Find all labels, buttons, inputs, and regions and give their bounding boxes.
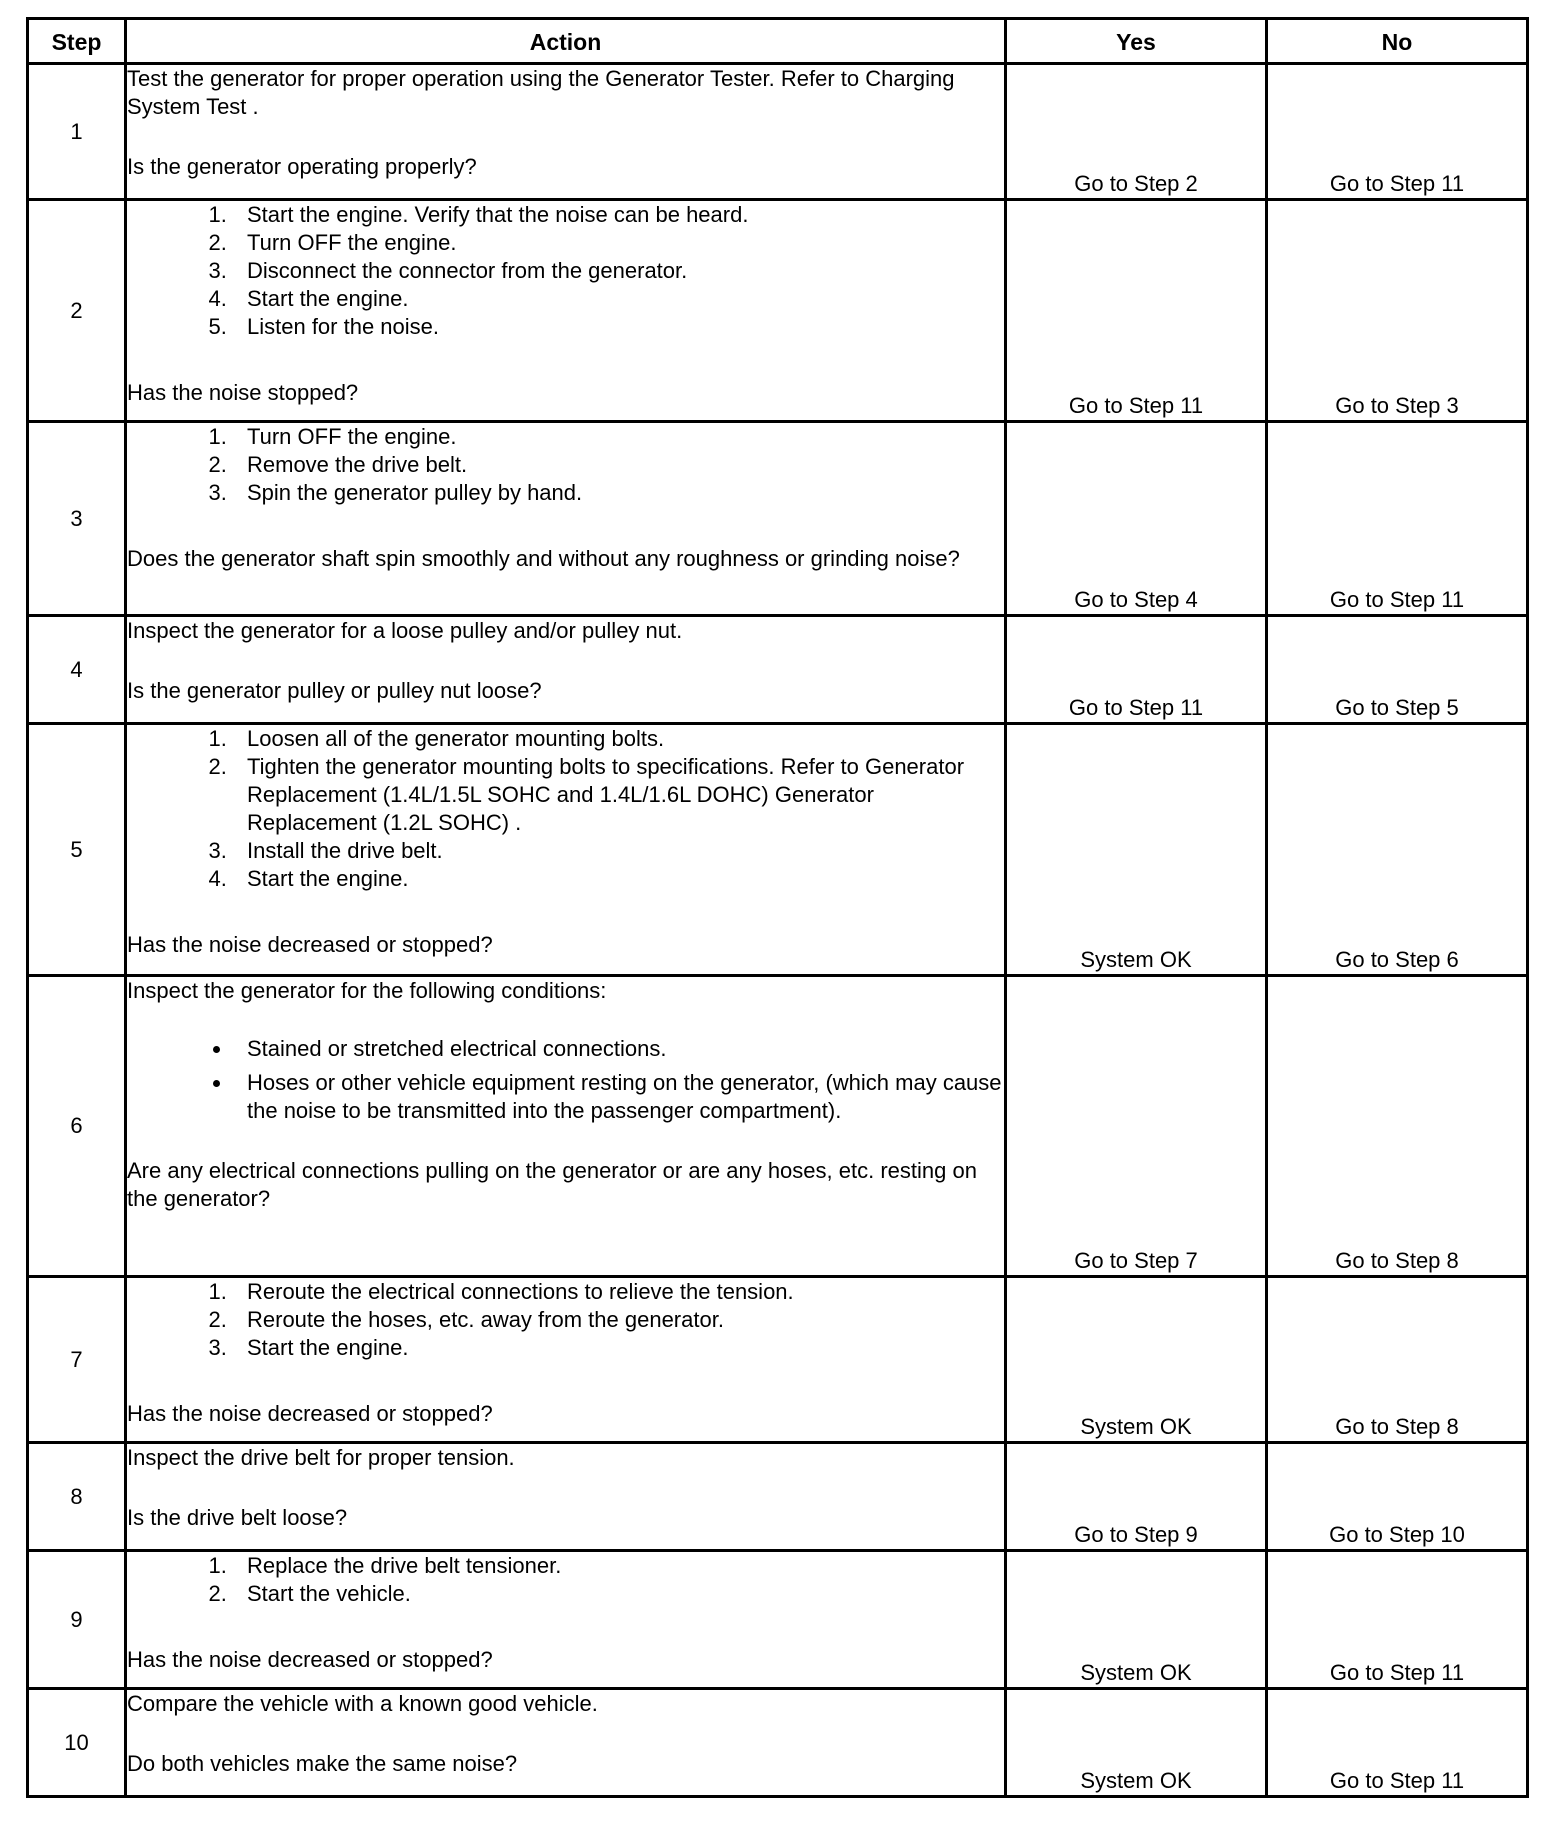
procedure-item: 4. Start the engine. [233,865,1004,893]
no-result: Go to Step 8 [1267,1277,1528,1443]
action-intro: Inspect the drive belt for proper tension. [127,1445,515,1470]
procedure-item: 2. Start the vehicle. [233,1580,1004,1608]
action-intro: Inspect the generator for the following conditions: [127,978,607,1003]
yes-result: Go to Step 9 [1006,1443,1267,1551]
no-result: Go to Step 3 [1267,200,1528,422]
step-number: 2 [28,200,126,422]
action-cell [126,1551,1006,1689]
procedure-item: 2. Remove the drive belt. [233,451,1004,479]
no-result: Go to Step 11 [1267,1551,1528,1689]
yes-result: System OK [1006,1689,1267,1797]
procedure-item: 1. Reroute the electrical connections to relieve the tension. [233,1278,1004,1306]
action-question: Does the generator shaft spin smoothly and without any roughness or grinding noise? [127,546,960,571]
action-cell [126,724,1006,976]
action-question: Is the generator pulley or pulley nut loose? [127,678,542,703]
procedure-list [127,423,1004,507]
header-no: No [1267,19,1528,64]
procedure-list [127,1278,1004,1362]
procedure-item: 3. Start the engine. [233,1334,1004,1362]
procedure-list [127,1552,1004,1608]
procedure-item: 1. Turn OFF the engine. [233,423,1004,451]
yes-result: Go to Step 4 [1006,422,1267,616]
action-cell [126,1689,1006,1797]
procedure-item: 1. Loosen all of the generator mounting bolts. [233,725,1004,753]
yes-result: System OK [1006,724,1267,976]
table-row [28,64,1528,200]
yes-result: Go to Step 2 [1006,64,1267,200]
action-question: Are any electrical connections pulling on the generator or are any hoses, etc. resting on the generator? [127,1158,977,1211]
step-number: 8 [28,1443,126,1551]
action-cell [126,200,1006,422]
procedure-item: 5. Listen for the noise. [233,313,1004,341]
procedure-item: 2. Turn OFF the engine. [233,229,1004,257]
table-row [28,616,1528,724]
no-result: Go to Step 11 [1267,64,1528,200]
table-row [28,1277,1528,1443]
action-question: Has the noise decreased or stopped? [127,932,493,957]
condition-item: • Hoses or other vehicle equipment resting on the generator, (which may cause the noise to be transmitted into the passenger compartment). [233,1069,1004,1125]
action-question: Is the drive belt loose? [127,1505,348,1530]
table-row [28,1689,1528,1797]
condition-item: • Stained or stretched electrical connections. [233,1035,1004,1063]
yes-result: System OK [1006,1277,1267,1443]
step-number: 9 [28,1551,126,1689]
procedure-list [127,201,1004,341]
action-intro: Compare the vehicle with a known good vehicle. [127,1691,598,1716]
table-row [28,200,1528,422]
no-result: Go to Step 11 [1267,1689,1528,1797]
action-intro: Inspect the generator for a loose pulley and/or pulley nut. [127,618,683,643]
no-result: Go to Step 5 [1267,616,1528,724]
procedure-item: 3. Disconnect the connector from the generator. [233,257,1004,285]
procedure-item: 4. Start the engine. [233,285,1004,313]
header-action: Action [126,19,1006,64]
action-question: Has the noise decreased or stopped? [127,1401,493,1426]
no-result: Go to Step 10 [1267,1443,1528,1551]
step-number: 4 [28,616,126,724]
procedure-item: 3. Spin the generator pulley by hand. [233,479,1004,507]
action-intro: Test the generator for proper operation using the Generator Tester. Refer to Charging System Test . [127,66,955,119]
action-cell [126,976,1006,1277]
header-row [28,19,1528,64]
no-result: Go to Step 11 [1267,422,1528,616]
yes-result: Go to Step 11 [1006,616,1267,724]
step-number: 10 [28,1689,126,1797]
action-question: Has the noise stopped? [127,380,359,405]
yes-result: Go to Step 7 [1006,976,1267,1277]
table-row [28,724,1528,976]
procedure-item: 2. Tighten the generator mounting bolts to specifications. Refer to Generator Replacement (1.4L/1.5L SOHC and 1.4L/1.6L DOHC) Generator Replacement (1.2L SOHC) . [233,753,1004,837]
table-row [28,1551,1528,1689]
action-question: Do both vehicles make the same noise? [127,1751,518,1776]
yes-result: Go to Step 11 [1006,200,1267,422]
step-number: 1 [28,64,126,200]
step-number: 7 [28,1277,126,1443]
procedure-item: 1. Start the engine. Verify that the noise can be heard. [233,201,1004,229]
header-step: Step [28,19,126,64]
table-row [28,422,1528,616]
action-cell [126,1443,1006,1551]
action-question: Is the generator operating properly? [127,154,477,179]
procedure-item: 1. Replace the drive belt tensioner. [233,1552,1004,1580]
procedure-item: 3. Install the drive belt. [233,837,1004,865]
diagnostic-table [26,17,1529,1798]
action-cell [126,64,1006,200]
action-cell [126,1277,1006,1443]
step-number: 6 [28,976,126,1277]
action-cell [126,616,1006,724]
action-question: Has the noise decreased or stopped? [127,1647,493,1672]
step-number: 5 [28,724,126,976]
yes-result: System OK [1006,1551,1267,1689]
condition-list [127,1035,1004,1125]
table-row [28,1443,1528,1551]
step-number: 3 [28,422,126,616]
table-row [28,976,1528,1277]
no-result: Go to Step 8 [1267,976,1528,1277]
header-yes: Yes [1006,19,1267,64]
procedure-item: 2. Reroute the hoses, etc. away from the generator. [233,1306,1004,1334]
action-cell [126,422,1006,616]
no-result: Go to Step 6 [1267,724,1528,976]
procedure-list [127,725,1004,893]
